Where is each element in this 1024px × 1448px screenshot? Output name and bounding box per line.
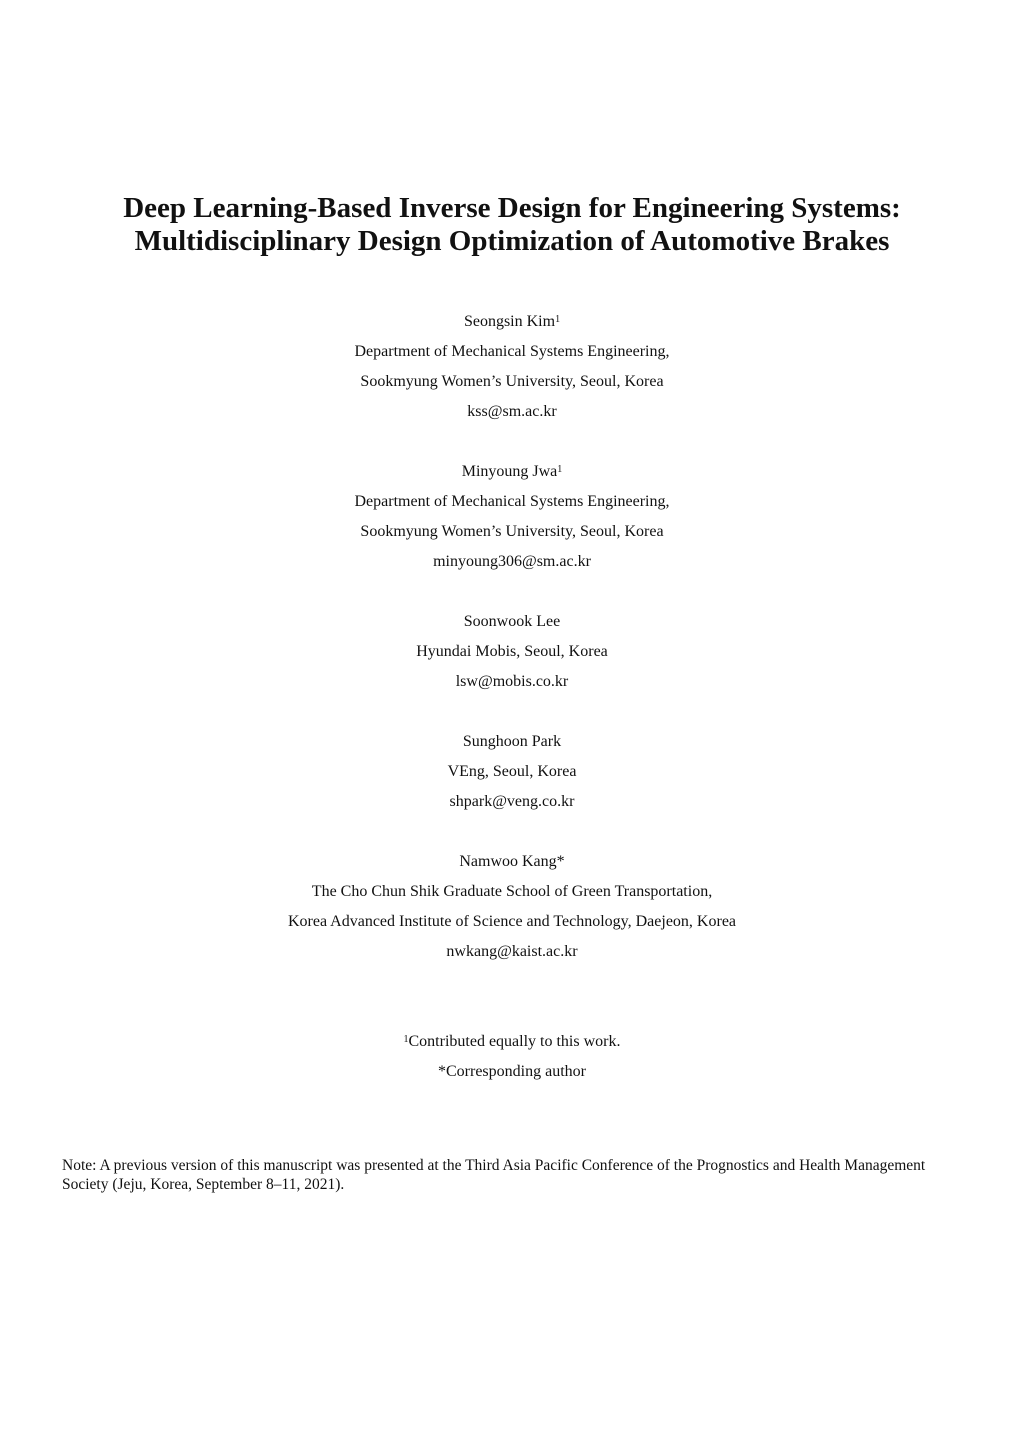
author-name: Sunghoon Park	[462, 733, 562, 750]
author-name: Namwoo Kang*	[459, 853, 565, 870]
author-affiliation: Sookmyung Women’s University, Seoul, Korea	[360, 523, 664, 540]
author-email: minyoung306@sm.ac.kr	[433, 553, 591, 570]
author-affiliation: VEng, Seoul, Korea	[447, 763, 577, 780]
author-list	[0, 307, 1024, 997]
author-block	[0, 847, 1024, 967]
author-email: lsw@mobis.co.kr	[455, 673, 569, 690]
author-name-line	[0, 457, 1024, 487]
author-email: kss@sm.ac.kr	[467, 403, 557, 420]
author-block	[0, 457, 1024, 577]
author-affiliation: Hyundai Mobis, Seoul, Korea	[416, 643, 608, 660]
author-mark: 1	[555, 314, 561, 325]
author-email: shpark@veng.co.kr	[449, 793, 575, 810]
author-name: Minyoung Jwa	[461, 463, 558, 480]
author-affiliation: Department of Mechanical Systems Engineering,	[354, 343, 670, 360]
author-name: Seongsin Kim	[463, 313, 556, 330]
author-block	[0, 727, 1024, 817]
author-affiliation: Korea Advanced Institute of Science and Technology, Daejeon, Korea	[287, 913, 737, 930]
title-line-1: Deep Learning-Based Inverse Design for Engineering Systems:	[123, 192, 901, 224]
author-name: Soonwook Lee	[463, 613, 561, 630]
paper-title	[0, 192, 1024, 258]
author-block	[0, 607, 1024, 697]
presentation-footnote: Note: A previous version of this manuscript was presented at the Third Asia Pacific Conference of the Prognostics and Health Management Society (Jeju, Korea, September 8–11, 2021).	[62, 1157, 926, 1193]
author-name-line	[0, 307, 1024, 337]
author-block	[0, 307, 1024, 427]
author-affiliation: Sookmyung Women’s University, Seoul, Korea	[360, 373, 664, 390]
equal-contribution-note	[0, 1027, 1024, 1057]
author-affiliation: Department of Mechanical Systems Engineering,	[354, 493, 670, 510]
author-email: nwkang@kaist.ac.kr	[446, 943, 578, 960]
author-notes	[0, 1027, 1024, 1087]
corresponding-author-note: *Corresponding author	[438, 1063, 586, 1080]
equal-contribution-text: Contributed equally to this work.	[408, 1033, 621, 1050]
author-mark: 1	[557, 464, 563, 475]
author-affiliation: The Cho Chun Shik Graduate School of Green Transportation,	[311, 883, 713, 900]
title-line-2: Multidisciplinary Design Optimization of Automotive Brakes	[134, 225, 890, 257]
equal-contribution-mark: 1	[403, 1034, 409, 1045]
